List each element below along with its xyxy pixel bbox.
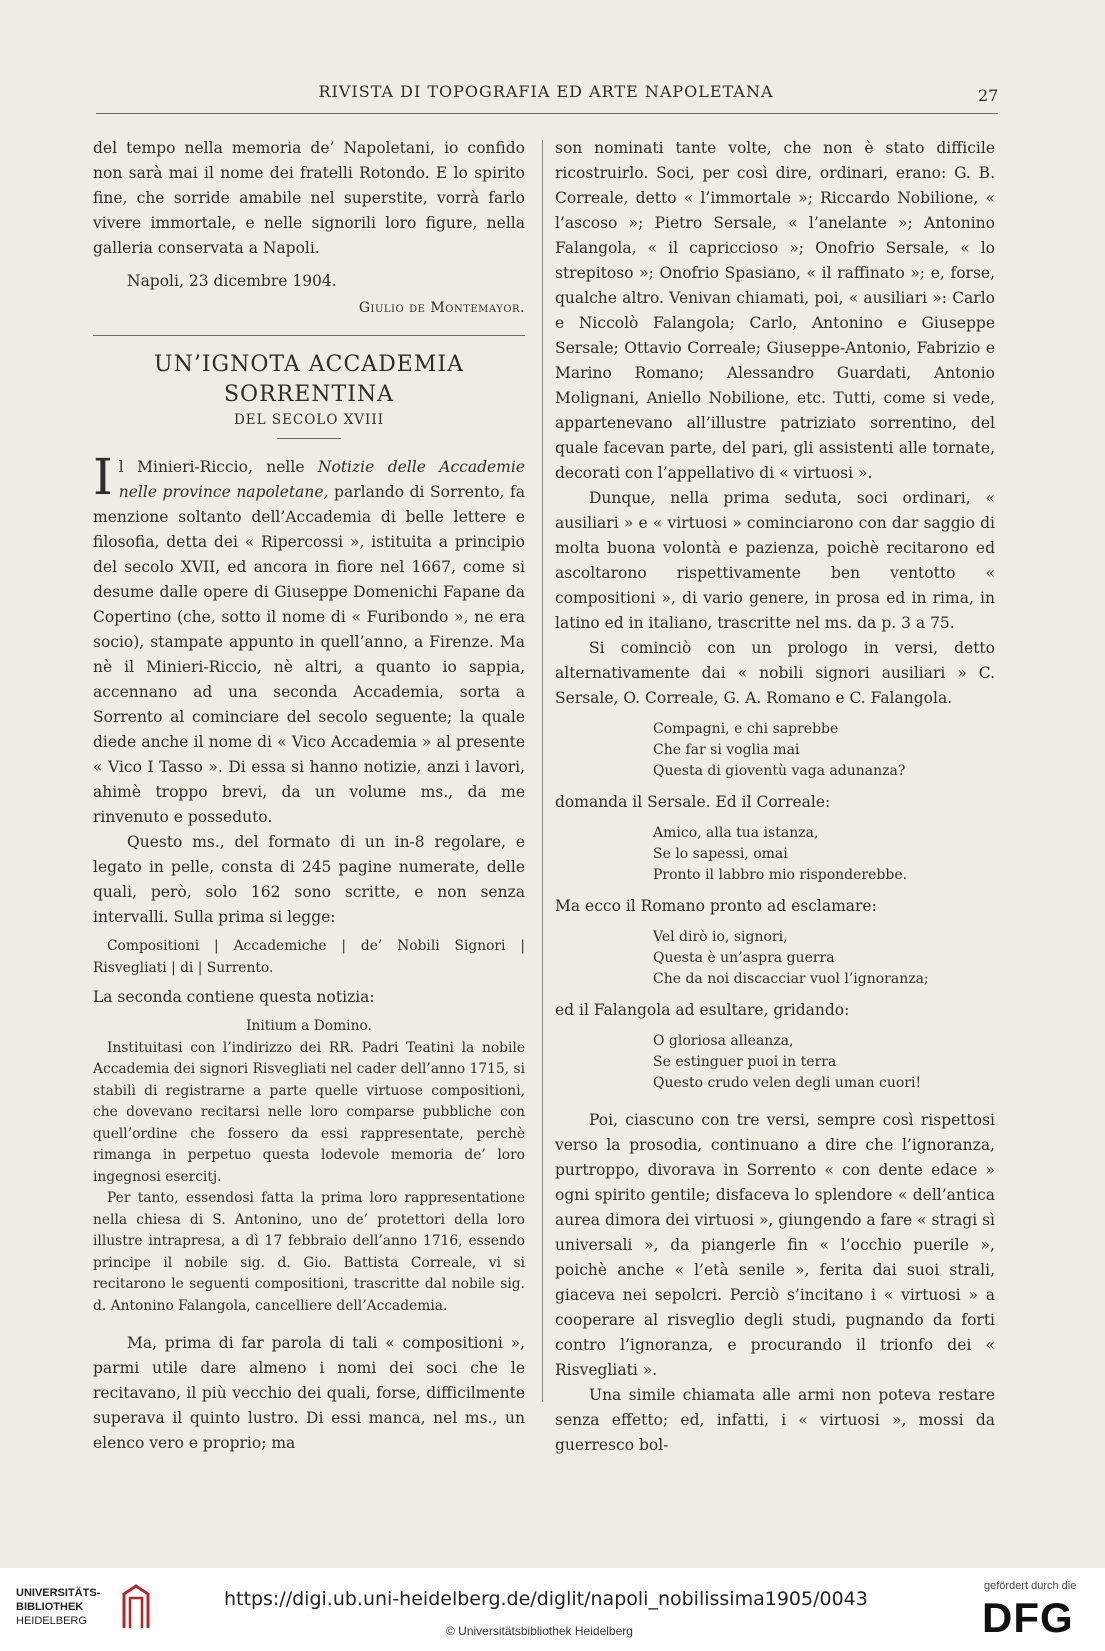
left-column	[93, 136, 525, 1456]
verse-line: Che da noi discacciar vuol l’ignoranza;	[653, 971, 929, 987]
verse-sersale	[653, 719, 995, 782]
column-divider	[542, 140, 543, 1402]
notice-paragraph-2: Per tanto, essendosi fatta la prima loro rappresentatione nella chiesa di S. Antonino, uno de’ protettori della loro illustre intrapresa, a dì 17 febbraio dell’anno 1716, essendo principe il nobile sig. d. Gio. Battista Correale, vi si recitarono le seguenti compositioni, trascritte dal nobile sig. d. Antonino Falangola, cancelliere dell’Accademia.	[93, 1190, 525, 1314]
author-signature: Giulio de Montemayor.	[358, 300, 525, 316]
verse-line: Compagni, e chi saprebbe	[653, 721, 839, 737]
copyright-notice: © Universitätsbibliothek Heidelberg	[446, 1624, 633, 1638]
library-name-line: HEIDELBERG	[16, 1615, 87, 1627]
title-rule	[277, 438, 341, 439]
right-column	[555, 136, 995, 1458]
initium-line: Initium a Domino.	[246, 1018, 372, 1034]
library-emblem-icon	[118, 1580, 152, 1632]
running-title: RIVISTA DI TOPOGRAFIA ED ARTE NAPOLETANA	[318, 82, 774, 101]
section-rule	[93, 335, 525, 336]
article-title: UN’IGNOTA ACCADEMIA SORRENTINA	[154, 352, 464, 407]
verse-line: Amico, alla tua istanza,	[653, 825, 819, 841]
verse-correale	[653, 823, 995, 886]
notice-paragraph-1: Instituitasi con l’indirizzo dei RR. Padri Teatini la nobile Accademia dei signori Risvegliati nel cader dell’anno 1715, si stabilì di registrarne a parte quelle virtuose compositioni, che dovevano recitarsi nelle loro comparse pubbliche con quell’ordine che fossero da essi rappresentate, perchè rimanga in perpetuo questa lodevole memoria de’ loro ingegnosi esercitj.	[93, 1039, 525, 1185]
narration-line: domanda il Sersale. Ed il Correale:	[555, 793, 831, 811]
verse-line: Che far si voglia mai	[653, 742, 800, 758]
library-name-line: BIBLIOTHEK	[16, 1601, 84, 1613]
library-logo[interactable]	[16, 1586, 100, 1628]
verse-line: Questo crudo velen degli uman cuori!	[653, 1075, 922, 1091]
intro-paragraph: del tempo nella memoria de’ Napoletani, io confido non sarà mai il nome dei fratelli Rotondo. E lo spirito fine, che sorride amabile nel superstite, vorrà farlo vivere immortale, e nelle signorili loro figure, nella galleria conservata a Napoli.	[93, 139, 525, 257]
verse-line: O gloriosa alleanza,	[653, 1033, 794, 1049]
opening-text-b: parlando di Sorrento, fa menzione soltanto dell’Accademia di belle lettere e filosofia, detta dei « Ripercossi », istituita a principio del secolo XVII, ed ancora in fiore nel 1667, come si desume dalle opere di Giuseppe Domenichi Fapane da Copertino (che, sotto il nome di « Furibondo », ne era socio), stampate appunto in quell’anno, a Firenze. Ma nè il Minieri-Riccio, nè altri, a quanto io sappia, accennano ad una seconda Accademia, sorta a Sorrento al cominciare del secolo seguente; la quale diede anche il nome di « Vico Accademia » al presente « Vico I Tasso ». Di essa si hanno notizie, anzi i lavori, ahimè troppo brevi, da un volume ms., da me rinvenuto e posseduto.	[93, 483, 525, 826]
manuscript-title-quote: Compositioni | Accademiche | de’ Nobili Signori | Risvegliati | di | Surrento.	[93, 938, 525, 976]
page-number: 27	[978, 86, 999, 105]
drop-cap: I	[93, 448, 113, 506]
opening-italic-title: Notizie delle Accademie nelle province napoletane,	[118, 458, 525, 501]
dateline: Napoli, 23 dicembre 1904.	[127, 272, 337, 290]
opening-text-a: l Minieri-Riccio, nelle	[118, 458, 318, 476]
ignorance-paragraph: Poi, ciascuno con tre versi, sempre così rispettosi verso la prosodia, continuano a dire che l’ignoranza, purtroppo, divorava in Sorrento « con dente edace » ogni spirito gentile; disfaceva lo splendore « dell’antica aurea dimora dei virtuosi », giungendo a fare « stragi sì universali », da piangerle fin « l’occhio puerile », poichè anche « l’età senile », ferita dai suoi strali, giaceva nei sepolcri. Perciò s’incitano i « virtuosi » a cooperare al risveglio degli studi, pugnando da forti contro l’ignoranza, e procurando il trionfo dei « Risvegliati ».	[555, 1111, 996, 1379]
members-paragraph: Ma, prima di far parola di tali « compositioni », parmi utile dare almeno i nomi dei soci che le recitavano, il più vecchio dei quali, forse, difficilmente superava il quinto lustro. Di essi manca, nel ms., un elenco vero e proprio; ma	[93, 1334, 525, 1452]
narration-line: Ma ecco il Romano pronto ad esclamare:	[555, 897, 877, 915]
permalink-url[interactable]: https://digi.ub.uni-heidelberg.de/diglit/napoli_nobilissima1905/0043	[224, 1588, 868, 1610]
header-rule	[96, 113, 998, 114]
prologue-paragraph: Si cominciò con un prologo in versi, detto alternativamente dai « nobili signori ausiliari » C. Sersale, O. Correale, G. A. Romano e C. Falangola.	[555, 639, 995, 707]
funded-by-label: gefördert durch die	[984, 1580, 1077, 1592]
narration-line: ed il Falangola ad esultare, gridando:	[555, 1001, 850, 1019]
call-to-arms-paragraph: Una simile chiamata alle armi non poteva restare senza effetto; ed, infatti, i « virtuosi », mossi da guerresco bol-	[555, 1386, 995, 1454]
footer-bar	[0, 1568, 1105, 1651]
verse-line: Se lo sapessi, omai	[653, 846, 788, 862]
manuscript-paragraph: Questo ms., del formato di un in-8 regolare, e legato in pelle, consta di 245 pagine numerate, delle quali, però, solo 162 sono scritte, e non senza intervalli. Sulla prima si legge:	[93, 833, 525, 926]
verse-line: Se estinguer puoi in terra	[653, 1054, 837, 1070]
verse-line: Vel dirò io, signori,	[653, 929, 788, 945]
dfg-logo[interactable]: DFG	[982, 1594, 1074, 1641]
verse-romano	[653, 927, 995, 990]
first-session-paragraph: Dunque, nella prima seduta, soci ordinari, « ausiliari » e « virtuosi » cominciarono con dar saggio di molta buona volontà e pazienza, poichè recitarono ed ascoltarono rispettivamente ben ventotto « compositioni », di vario genere, in prosa ed in rima, in latino ed in italiano, trascritte nel ms. da p. 3 a 75.	[555, 489, 995, 632]
verse-line: Questa è un’aspra guerra	[653, 950, 835, 966]
members-list-paragraph: son nominati tante volte, che non è stato difficile ricostruirlo. Soci, per così dire, ordinari, erano: G. B. Correale, detto « l’immortale »; Riccardo Nobilione, « l’ascoso »; Pietro Sersale, « l’anelante »; Antonino Falangola, « il capriccioso »; Onofrio Sersale, « lo strepitoso »; Onofrio Spasiano, « il raffinato »; e, forse, qualche altro. Venivan chiamati, poi, « ausiliari »: Carlo e Niccolò Falangola; Carlo, Antonino e Giuseppe Sersale; Ottavio Correale; Giuseppe-Antonio, Fabrizio e Marino Romano; Alessandro Guardati, Antonio Molignani, Aniello Nobilione, etc. Tutti, come si vede, appartenevano all’illustre patriziato sorrentino, del quale facevan parte, del pari, gli assistenti alle tornate, decorati con l’appellativo di « virtuosi ».	[555, 139, 995, 482]
verse-line: Pronto il labbro mio risponderebbe.	[653, 867, 908, 883]
verse-falangola	[653, 1031, 995, 1094]
article-subtitle: DEL SECOLO XVIII	[233, 412, 385, 428]
verse-line: Questa di gioventù vaga adunanza?	[653, 763, 906, 779]
notice-intro: La seconda contiene questa notizia:	[93, 988, 375, 1006]
library-name-line: UNIVERSITÄTS-	[16, 1587, 101, 1599]
opening-paragraph	[93, 448, 525, 830]
